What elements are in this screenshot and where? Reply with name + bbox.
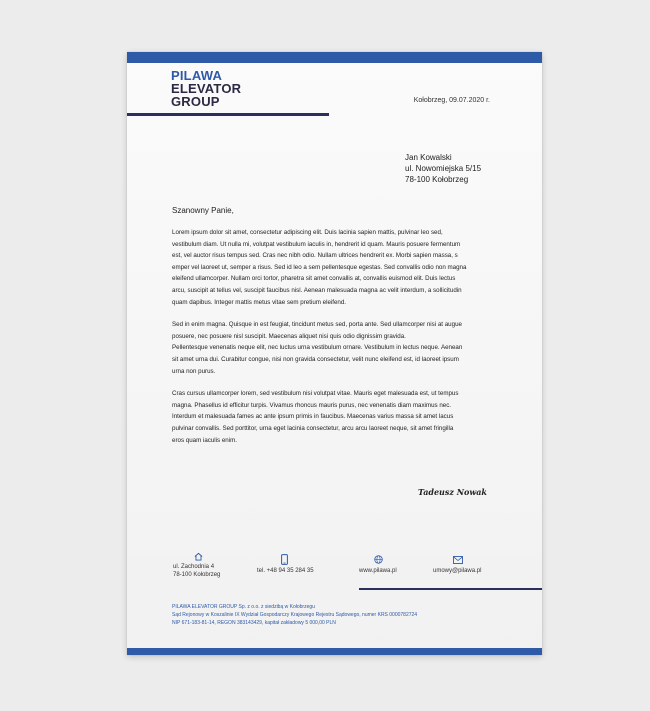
body-line: Interdum et malesuada fames ac ante ipsum primis in faucibus. Maecenas varius massa sit amet lacus	[172, 413, 454, 421]
body-line: eros quam iaculis enim.	[172, 436, 237, 444]
company-court-line: Sąd Rejonowy w Koszalinie IX Wydział Gospodarczy Krajowego Rejestru Sądowego, numer KRS 0000782724	[172, 612, 418, 619]
letterhead-page	[127, 52, 542, 655]
top-color-band	[127, 52, 542, 63]
body-line: arcu, suscipit at tellus vel, suscipit faucibus nisl. Aenean malesuada magna ac velit interdum, a sollicitudin	[172, 286, 462, 294]
addressee-street: ul. Nowomiejska 5/15	[405, 164, 482, 173]
company-logo	[171, 69, 241, 108]
address-city: 78-100 Kołobrzeg	[173, 572, 221, 578]
body-line: emper vel laoreet ut, semper a risus. Sed id leo a sem pellentesque egestas. Sed convallis odio non magna	[172, 263, 467, 271]
letter-body	[172, 227, 490, 457]
body-line: quam dapibus. Integer mattis metus vitae sem pretium eleifend.	[172, 298, 347, 306]
signature: Tadeusz Nowak	[418, 487, 487, 497]
globe-icon	[374, 555, 383, 566]
addressee-city: 78-100 Kołobrzeg	[405, 175, 469, 184]
body-line: Lorem ipsum dolor sit amet, consectetur adipiscing elit. Duis lacinia sapien mattis, pulvinar leo sed,	[172, 229, 443, 236]
bottom-color-band	[127, 648, 542, 655]
letter-date: Kołobrzeg, 09.07.2020 r.	[413, 97, 490, 104]
paragraph-1	[172, 227, 490, 308]
header-rule	[127, 113, 329, 116]
address-street: ul. Zachodnia 4	[173, 564, 215, 570]
addressee-name: Jan Kowalski	[405, 153, 452, 162]
phone-icon	[281, 554, 288, 567]
envelope-icon	[453, 556, 463, 566]
footer-rule	[359, 588, 542, 590]
home-icon	[194, 552, 203, 563]
body-line: Cras cursus ullamcorper lorem, sed vestibulum nisi volutpat vitae. Mauris eget malesuada est, ut tempus	[172, 390, 459, 398]
contact-web[interactable]: www.pilawa.pl	[359, 568, 397, 574]
body-line: pulvinar convallis. Sed porttitor, urna eget lacinia consectetur, arcu arcu laoreet neque, sit amet fringilla	[172, 424, 454, 432]
company-tax-line: NIP 671-183-81-14, REGON 383143429, kapitał zakładowy 5 000,00 PLN	[172, 620, 336, 627]
paragraph-2	[172, 319, 490, 377]
body-line: vestibulum diam. Ut nulla mi, volutpat vestibulum iaculis in, hendrerit id quam. Mauris posuere fermentum	[172, 240, 461, 248]
addressee-block	[405, 152, 481, 185]
contact-email[interactable]: umowy@pilawa.pl	[433, 568, 482, 574]
contact-address	[173, 563, 220, 579]
body-line: Pellentesque venenatis neque elit, nec luctus urna vestibulum ornare. Vestibulum in lectus neque. Aenean	[172, 344, 463, 352]
company-info	[172, 603, 502, 628]
body-line: eleifend ullamcorper. Nullam orci tortor, pharetra sit amet convallis at, convallis euismod elit. Duis lectus	[172, 275, 456, 283]
body-line: urna non purus.	[172, 367, 216, 375]
body-line: magna. Phasellus id efficitur turpis. Vivamus rhoncus mauris purus, nec venenatis diam maximus nec.	[172, 401, 452, 409]
logo-line-2: ELEVATOR	[171, 81, 242, 96]
greeting: Szanowny Panie,	[172, 206, 234, 215]
body-line: Sed in enim magna. Quisque in est feugiat, tincidunt metus sed, porta ante. Sed ullamcorper nisi at augue	[172, 321, 462, 329]
logo-line-1: PILAWA	[171, 68, 223, 83]
body-line: sit amet urna dui. Curabitur congue, nisi non gravida consectetur, velit nunc eleifend est, id laoreet ipsum	[172, 355, 459, 363]
body-line: est, vel auctor risus tempus sed. Cras nec nibh odio. Nullam ultrices hendrerit ex. Morbi sapien massa, s	[172, 252, 458, 260]
logo-line-3: GROUP	[171, 94, 220, 109]
body-line: posuere, nec posuere nisl suscipit. Maecenas aliquet nisi quis odio dignissim gravida.	[172, 332, 406, 340]
paragraph-3	[172, 388, 490, 446]
company-name-line: PILAWA ELEVATOR GROUP Sp. z o.o. z siedzibą w Kołobrzegu	[172, 604, 315, 610]
contact-phone: tel. +48 94 35 284 35	[257, 568, 314, 574]
